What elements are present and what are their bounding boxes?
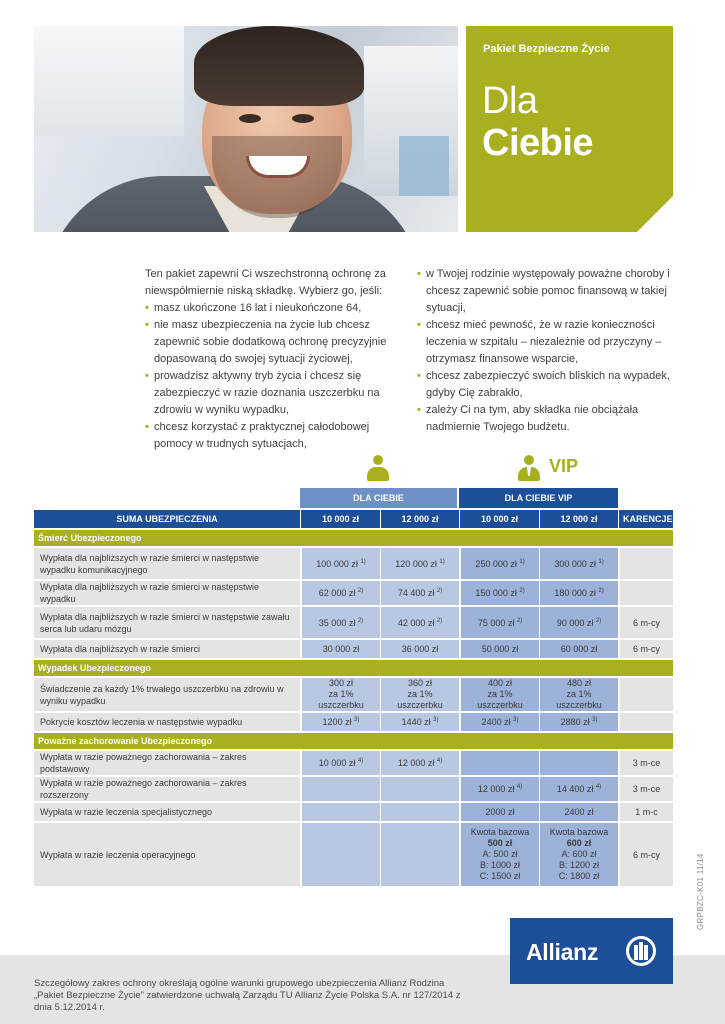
cell-value: 74 400 zł — [397, 588, 435, 598]
cell-sub: za 1% uszczerbku — [397, 689, 443, 710]
cell-value: 2400 zł — [539, 801, 618, 821]
product-name: Pakiet Bezpieczne Życie — [483, 43, 610, 55]
footnote-ref: 2) — [516, 617, 523, 624]
cell-value: 62 000 zł — [318, 588, 356, 598]
karencja-cell — [618, 711, 673, 731]
row-label: Wypłata dla najbliższych w razie śmierci w następstwie zawału serca lub udaru mózgu — [34, 605, 300, 638]
row-label: Wypłata w razie leczenia operacyjnego — [34, 821, 300, 886]
table-row — [34, 638, 673, 658]
row-label: Wypłata dla najbliższych w razie śmierci — [34, 638, 300, 658]
row-label: Wypłata w razie leczenia specjalistycznego — [34, 801, 300, 821]
header-c3: 10 000 zł — [459, 508, 539, 528]
empty-cell — [380, 821, 459, 886]
vip-label: VIP — [549, 456, 579, 476]
list-item: • chcesz korzystać z praktycznej całodobowej pomocy w trudnych sytuacjach, — [145, 419, 400, 453]
section-row — [34, 528, 673, 546]
footnote-ref: 4) — [516, 784, 523, 790]
cell-line: 600 zł — [566, 838, 592, 848]
cell-value: 14 400 zł — [556, 784, 594, 794]
karencja-cell: 3 m-ce — [618, 749, 673, 775]
cell-value — [459, 821, 539, 886]
section-death: Śmierć Ubezpieczonego — [34, 528, 673, 546]
footnote-ref: 4) — [357, 758, 364, 764]
cell-value: 1200 zł — [322, 717, 352, 727]
list-item: • w Twojej rodzinie występowały poważne choroby i chcesz zapewnić sobie pomoc finansową w takiej sytuacji, — [417, 266, 672, 317]
cell-value: 120 000 zł — [395, 558, 437, 569]
cell-value: 2880 zł — [560, 717, 590, 727]
karencja-cell: 6 m-cy — [618, 605, 673, 638]
karencja-cell — [618, 546, 673, 579]
section-accident: Wypadek Ubezpieczonego — [34, 658, 673, 676]
footnote-ref: 1) — [439, 558, 445, 565]
row-label: Wypłata w razie poważnego zachorowania – zakres rozszerzony — [34, 775, 300, 801]
intro-list-left — [145, 300, 400, 453]
header-karencje: KARENCJE — [618, 508, 673, 528]
benefits-table — [34, 488, 673, 886]
cell-line: B: 1000 zł — [480, 860, 521, 870]
empty-cell — [300, 821, 380, 886]
footnote-ref: 1) — [519, 558, 525, 565]
table-row — [34, 605, 673, 638]
list-item: • chcesz zabezpieczyć swoich bliskich na wypadek, gdyby Cię zabrakło, — [417, 368, 672, 402]
group-header-row — [34, 488, 673, 508]
empty-cell — [300, 775, 380, 801]
empty-cell — [380, 801, 459, 821]
person-vip-icon — [518, 455, 540, 481]
table-row — [34, 801, 673, 821]
cell-value: 150 000 zł — [475, 588, 517, 598]
empty-cell — [380, 775, 459, 801]
group-header-dla-ciebie-vip: DLA CIEBIE VIP — [459, 488, 618, 508]
cell-value — [539, 821, 618, 886]
table-row — [34, 711, 673, 731]
footnote-ref: 2) — [357, 588, 364, 594]
section-illness: Poważne zachorowanie Ubezpieczonego — [34, 731, 673, 749]
table-row — [34, 749, 673, 775]
cell-value: 250 000 zł — [475, 558, 517, 569]
cell-value: 10 000 zł — [318, 758, 356, 768]
footnote-ref: 3) — [433, 717, 439, 723]
row-label: Świadczenie za każdy 1% trwałego uszczerbku na zdrowiu w wyniku wypadku — [34, 676, 300, 711]
footnote-ref: 2) — [436, 617, 443, 624]
cell-value: 60 000 zł — [539, 638, 618, 658]
karencja-cell: 1 m-c — [618, 801, 673, 821]
cell-line: Kwota bazowa — [549, 827, 609, 837]
footnote-ref: 2) — [357, 617, 364, 624]
cell-value: 2400 zł — [481, 717, 511, 727]
sum-header-row — [34, 508, 673, 528]
table-row — [34, 775, 673, 801]
footnote-ref: 2) — [519, 588, 525, 594]
header-c1: 10 000 zł — [300, 508, 380, 528]
cell-value: 180 000 zł — [554, 588, 596, 598]
cell-value: 300 zł — [328, 678, 354, 688]
row-label: Wypłata dla najbliższych w razie śmierci w następstwie wypadku — [34, 579, 300, 605]
intro-list-right — [417, 266, 672, 436]
cell-value: 36 000 zł — [380, 638, 459, 658]
person-icon — [367, 455, 389, 481]
cell-value: 35 000 zł — [318, 617, 356, 628]
karencja-cell — [618, 579, 673, 605]
cell-value: 12 000 zł — [477, 784, 515, 794]
cell-value: 90 000 zł — [556, 617, 594, 628]
cell-line: Kwota bazowa — [470, 827, 530, 837]
cell-line: B: 1200 zł — [559, 860, 600, 870]
header-c2: 12 000 zł — [380, 508, 459, 528]
footnote-ref: 2) — [436, 588, 443, 594]
cell-line: C: 1500 zł — [479, 871, 521, 881]
list-item: • nie masz ubezpieczenia na życie lub chcesz zapewnić sobie dodatkową ochronę precyzyjnie dopasowaną do swojej sytuacji życiowej, — [145, 317, 400, 368]
group-header-dla-ciebie: DLA CIEBIE — [300, 488, 459, 508]
cell-sub: za 1% uszczerbku — [318, 689, 364, 710]
table-row — [34, 579, 673, 605]
cell-value: 2000 zł — [459, 801, 539, 821]
allianz-eagle-icon — [626, 936, 656, 966]
title-line-2: Ciebie — [482, 122, 594, 164]
footnote-ref: 3) — [354, 717, 360, 723]
cell-value: 75 000 zł — [477, 617, 515, 628]
row-label: Wypłata w razie poważnego zachorowania – zakres podstawowy — [34, 749, 300, 775]
empty-cell — [300, 801, 380, 821]
cell-value: 300 000 zł — [554, 558, 596, 569]
table-row — [34, 821, 673, 886]
header-suma: SUMA UBEZPIECZENIA — [34, 508, 300, 528]
cell-line: C: 1800 zł — [558, 871, 600, 881]
list-item: • chcesz mieć pewność, że w razie konieczności leczenia w szpitalu – niezależnie od przyczyny – otrzymasz finansowe wsparcie, — [417, 317, 672, 368]
footnote-ref: 4) — [436, 758, 443, 764]
cell-value: 50 000 zł — [459, 638, 539, 658]
footnote-ref: 2) — [598, 588, 604, 594]
cell-value: 480 zł — [567, 678, 592, 688]
cell-value: 400 zł — [488, 678, 513, 688]
intro-lead: Ten pakiet zapewni Ci wszechstronną ochronę za niewspółmiernie niską składkę. Wybierz go, jeśli: — [145, 268, 386, 297]
intro-left-column — [145, 266, 400, 453]
row-label: Pokrycie kosztów leczenia w następstwie wypadku — [34, 711, 300, 731]
cell-line: A: 500 zł — [482, 849, 518, 859]
row-label: Wypłata dla najbliższych w razie śmierci w następstwie wypadku komunikacyjnego — [34, 546, 300, 579]
cell-value: 1440 zł — [401, 717, 431, 727]
cell-sub: za 1% uszczerbku — [477, 689, 523, 710]
legal-note: Szczegółowy zakres ochrony określają ogólne warunki grupowego ubezpieczenia Allianz Rodzina „Pakiet Bezpieczne Życie” zatwierdzone uchwałą Zarządu TU Allianz Życie Polska S.A. nr 127/2014 z dnia 5.12.2014 r. — [34, 978, 461, 1013]
empty-cell — [539, 749, 618, 775]
footnote-ref: 1) — [360, 558, 366, 565]
footnote-ref: 3) — [592, 717, 598, 723]
cell-line: A: 600 zł — [561, 849, 597, 859]
cell-value: 100 000 zł — [316, 558, 358, 569]
document-code: GRPBZC-K01 11/14 — [696, 853, 705, 930]
cell-line: 500 zł — [487, 838, 513, 848]
karencja-cell: 3 m-ce — [618, 775, 673, 801]
list-item: • masz ukończone 16 lat i nieukończone 64, — [145, 300, 400, 317]
title-panel — [466, 26, 673, 232]
karencja-cell: 6 m-cy — [618, 821, 673, 886]
karencja-cell: 6 m-cy — [618, 638, 673, 658]
title-line-1: Dla — [482, 80, 538, 122]
karencja-cell — [618, 676, 673, 711]
footnote-ref: 2) — [595, 617, 602, 624]
list-item: • prowadzisz aktywny tryb życia i chcesz się zabezpieczyć w razie doznania uszczerbku na zdrowiu w wyniku wypadku, — [145, 368, 400, 419]
section-row — [34, 731, 673, 749]
footnote-ref: 1) — [598, 558, 604, 565]
empty-cell — [459, 749, 539, 775]
footnote-ref: 4) — [595, 784, 602, 790]
table-row — [34, 676, 673, 711]
intro-right-column — [417, 266, 672, 436]
section-row — [34, 658, 673, 676]
table-row — [34, 546, 673, 579]
cell-value: 30 000 zł — [300, 638, 380, 658]
cell-sub: za 1% uszczerbku — [556, 689, 602, 710]
list-item: • zależy Ci na tym, aby składka nie obciążała nadmiernie Twojego budżetu. — [417, 402, 672, 436]
allianz-logo — [510, 918, 673, 984]
cell-value: 360 zł — [407, 678, 433, 688]
hero-photo — [34, 26, 458, 232]
logo-wordmark: Allianz — [526, 939, 599, 965]
cell-value: 42 000 zł — [397, 617, 435, 628]
cell-value: 12 000 zł — [397, 758, 435, 768]
header-c4: 12 000 zł — [539, 508, 618, 528]
footnote-ref: 3) — [513, 717, 519, 723]
